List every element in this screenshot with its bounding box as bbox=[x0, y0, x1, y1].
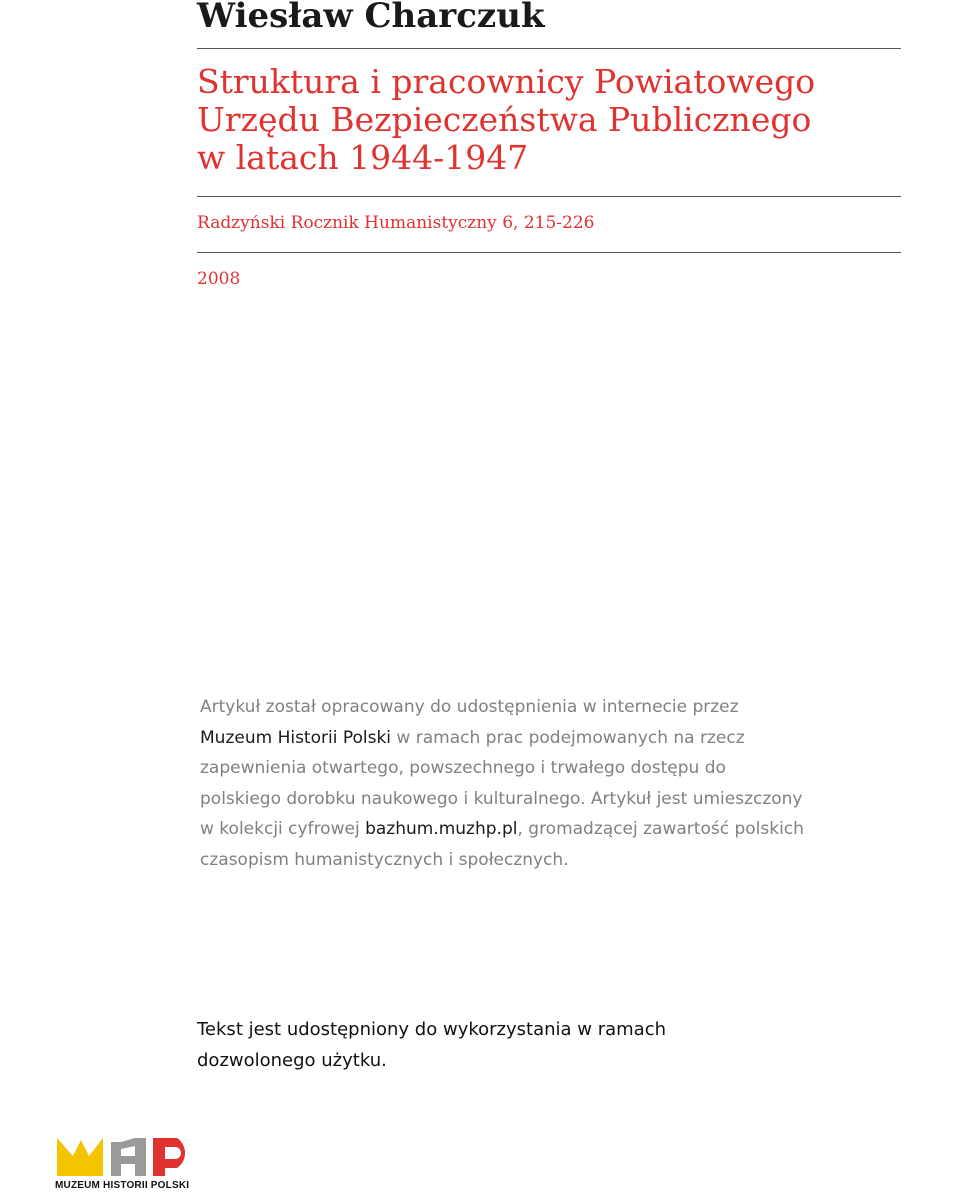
notice-line-2-rest: w ramach prac podejmowanych na rzecz bbox=[391, 727, 745, 748]
divider-middle bbox=[197, 196, 901, 197]
notice-line-1: Artykuł został opracowany do udostępnienia w internecie przez bbox=[200, 697, 739, 717]
author-name: Wiesław Charczuk bbox=[197, 0, 545, 36]
notice-organization: Muzeum Historii Polski bbox=[200, 727, 392, 748]
collection-link[interactable]: bazhum.muzhp.pl bbox=[365, 819, 518, 839]
publication-year: 2008 bbox=[197, 269, 241, 289]
title-line-3: w latach 1944-1947 bbox=[197, 138, 529, 177]
license-notice bbox=[197, 1014, 817, 1076]
notice-line-6: czasopism humanistycznych i społecznych. bbox=[200, 849, 569, 870]
license-line-2: dozwolonego użytku. bbox=[197, 1050, 387, 1071]
divider-bottom bbox=[197, 252, 901, 253]
license-line-1: Tekst jest udostępniony do wykorzystania w ramach bbox=[197, 1019, 667, 1040]
title-line-1: Struktura i pracownicy Powiatowego bbox=[197, 62, 816, 101]
notice-line-5 bbox=[200, 814, 900, 845]
journal-source: Radzyński Rocznik Humanistyczny 6, 215-226 bbox=[197, 213, 595, 233]
notice-line-2 bbox=[200, 723, 900, 754]
logo-h-shape bbox=[111, 1138, 146, 1176]
title-line-2: Urzędu Bezpieczeństwa Publicznego bbox=[197, 100, 812, 139]
notice-line-4: polskiego dorobku naukowego i kulturalnego. Artykuł jest umieszczony bbox=[200, 788, 803, 809]
availability-notice bbox=[200, 692, 900, 875]
notice-line-5-post: , gromadzącej zawartość polskich bbox=[517, 819, 804, 839]
notice-line-5-pre: w kolekcji cyfrowej bbox=[200, 819, 366, 839]
notice-line-3: zapewnienia otwartego, powszechnego i trwałego dostępu do bbox=[200, 758, 726, 778]
divider-top bbox=[197, 48, 901, 49]
article-title bbox=[197, 63, 901, 177]
logo-crown-shape bbox=[57, 1138, 103, 1176]
logo-p-shape bbox=[153, 1138, 185, 1176]
logo-caption: MUZEUM HISTORII POLSKI bbox=[55, 1180, 190, 1191]
